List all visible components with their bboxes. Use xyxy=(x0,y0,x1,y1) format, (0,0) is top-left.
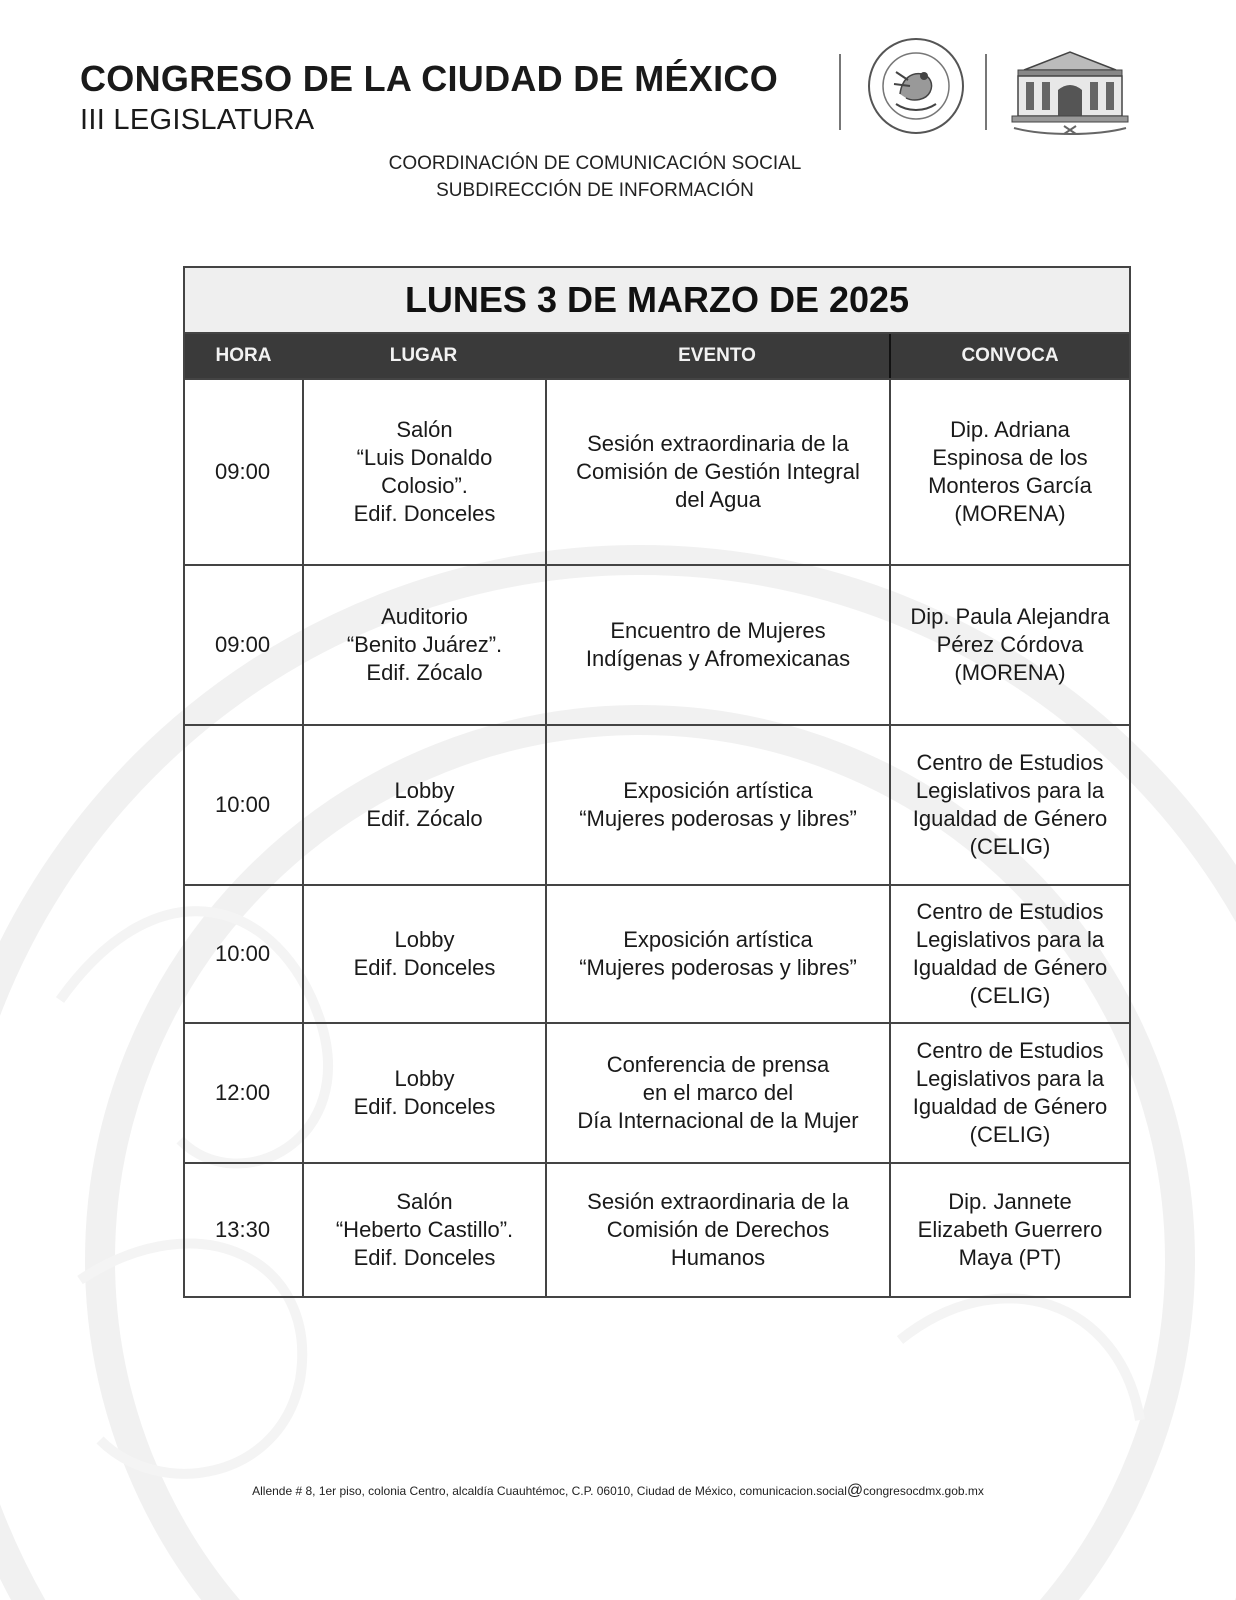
agenda-date-title: LUNES 3 DE MARZO DE 2025 xyxy=(185,268,1129,334)
table-row xyxy=(185,378,1129,564)
cell-lugar: Auditorio “Benito Juárez”. Edif. Zócalo xyxy=(302,566,545,724)
agenda-header-row xyxy=(185,334,1129,378)
cell-hora: 12:00 xyxy=(215,1080,271,1105)
cell-evento: Conferencia de prensa en el marco del Día Internacional de la Mujer xyxy=(545,1024,889,1162)
footer-domain: congresocdmx.gob.mx xyxy=(863,1484,984,1498)
column-header-convoca: CONVOCA xyxy=(889,334,1129,378)
table-row xyxy=(185,1162,1129,1296)
cell-convoca: Centro de Estudios Legislativos para la Igualdad de Género (CELIG) xyxy=(889,726,1129,884)
footer-address-text: Allende # 8, 1er piso, colonia Centro, alcaldía Cuauhtémoc, C.P. 06010, Ciudad de México, comunicacion.social xyxy=(252,1484,847,1498)
table-row xyxy=(185,1022,1129,1162)
legislature-subtitle: III LEGISLATURA xyxy=(80,104,315,136)
column-header-lugar: LUGAR xyxy=(389,345,458,366)
header-divider-2 xyxy=(985,54,987,130)
cell-lugar: Lobby Edif. Donceles xyxy=(302,1024,545,1162)
seal-lettering xyxy=(866,138,966,139)
cell-hora: 10:00 xyxy=(215,941,271,966)
cell-evento: Encuentro de Mujeres Indígenas y Afromexicanas xyxy=(545,566,889,724)
congress-title: CONGRESO DE LA CIUDAD DE MÉXICO xyxy=(80,58,779,99)
table-row xyxy=(185,564,1129,724)
cell-convoca: Centro de Estudios Legislativos para la Igualdad de Género (CELIG) xyxy=(889,886,1129,1022)
table-row xyxy=(185,724,1129,884)
cell-convoca: Dip. Jannete Elizabeth Guerrero Maya (PT) xyxy=(889,1164,1129,1296)
congress-building-logo-icon xyxy=(1004,44,1136,136)
cell-evento: Exposición artística “Mujeres poderosas y libres” xyxy=(545,886,889,1022)
table-row xyxy=(185,884,1129,1022)
cell-convoca: Centro de Estudios Legislativos para la Igualdad de Género (CELIG) xyxy=(889,1024,1129,1162)
cell-evento: Sesión extraordinaria de la Comisión de Derechos Humanos xyxy=(545,1164,889,1296)
cell-lugar: Lobby Edif. Zócalo xyxy=(302,726,545,884)
cell-lugar: Lobby Edif. Donceles xyxy=(302,886,545,1022)
subdirection-label: SUBDIRECCIÓN DE INFORMACIÓN xyxy=(436,180,754,201)
column-header-hora: HORA xyxy=(215,345,272,366)
cell-hora: 09:00 xyxy=(215,632,271,657)
cell-lugar: Salón “Heberto Castillo”. Edif. Donceles xyxy=(302,1164,545,1296)
cell-lugar: Salón “Luis Donaldo Colosio”. Edif. Donceles xyxy=(302,380,545,564)
column-header-evento: EVENTO xyxy=(678,345,756,366)
footer-address xyxy=(0,1482,1236,1500)
cell-hora: 13:30 xyxy=(215,1217,271,1242)
coordination-label: COORDINACIÓN DE COMUNICACIÓN SOCIAL xyxy=(388,153,802,174)
cell-hora: 10:00 xyxy=(215,792,271,817)
cell-evento: Exposición artística “Mujeres poderosas y libres” xyxy=(545,726,889,884)
cell-hora: 09:00 xyxy=(215,459,271,484)
national-seal-icon xyxy=(866,36,966,136)
footer-at-sign: @ xyxy=(846,1482,864,1499)
cell-evento: Sesión extraordinaria de la Comisión de Gestión Integral del Agua xyxy=(545,380,889,564)
agenda-table xyxy=(183,266,1131,1298)
cell-convoca: Dip. Adriana Espinosa de los Monteros García (MORENA) xyxy=(889,380,1129,564)
header-divider-1 xyxy=(839,54,841,130)
cell-convoca: Dip. Paula Alejandra Pérez Córdova (MORENA) xyxy=(889,566,1129,724)
